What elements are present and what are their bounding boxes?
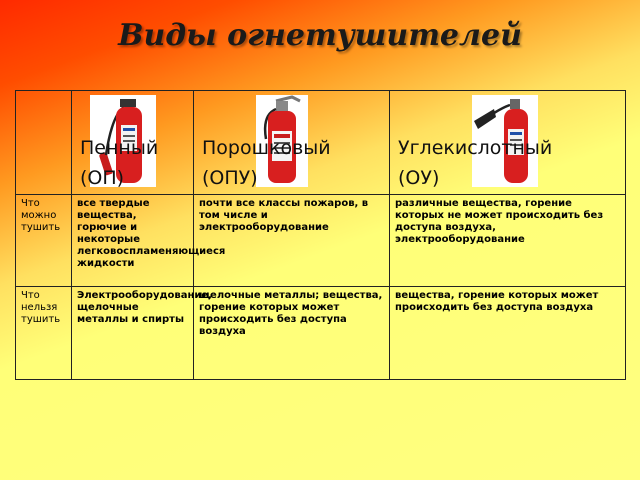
table-row bbox=[16, 287, 626, 380]
table-header-row bbox=[16, 91, 626, 195]
cell-foam-can: все твердые вещества, горючие и некоторые легковоспламеняющиеся жидкости bbox=[72, 195, 194, 287]
cell-co2-can: различные вещества, горение которых не может происходить без доступа воздуха, электрооборудование bbox=[390, 195, 626, 287]
cell-foam-cannot: Электрооборудование, щелочные металлы и спирты bbox=[72, 287, 194, 380]
row-label-can-extinguish: Что можно тушить bbox=[16, 195, 72, 287]
corner-cell bbox=[16, 91, 72, 195]
header-co2 bbox=[390, 91, 626, 195]
extinguisher-table bbox=[15, 90, 626, 380]
header-foam-label: Пенный (ОП) bbox=[80, 137, 159, 189]
table-row bbox=[16, 195, 626, 287]
header-co2-label: Углекислотный (ОУ) bbox=[398, 137, 553, 189]
header-powder bbox=[194, 91, 390, 195]
cell-co2-cannot: вещества, горение которых может происходить без доступа воздуха bbox=[390, 287, 626, 380]
cell-powder-can: почти все классы пожаров, в том числе и электрооборудование bbox=[194, 195, 390, 287]
page-title: Виды огнетушителей bbox=[118, 18, 522, 53]
header-powder-label: Порошковый (ОПУ) bbox=[202, 137, 331, 189]
cell-powder-cannot: щелочные металлы; вещества, горение которых может происходить без доступа воздуха bbox=[194, 287, 390, 380]
header-foam bbox=[72, 91, 194, 195]
row-label-cannot-extinguish: Что нельзя тушить bbox=[16, 287, 72, 380]
